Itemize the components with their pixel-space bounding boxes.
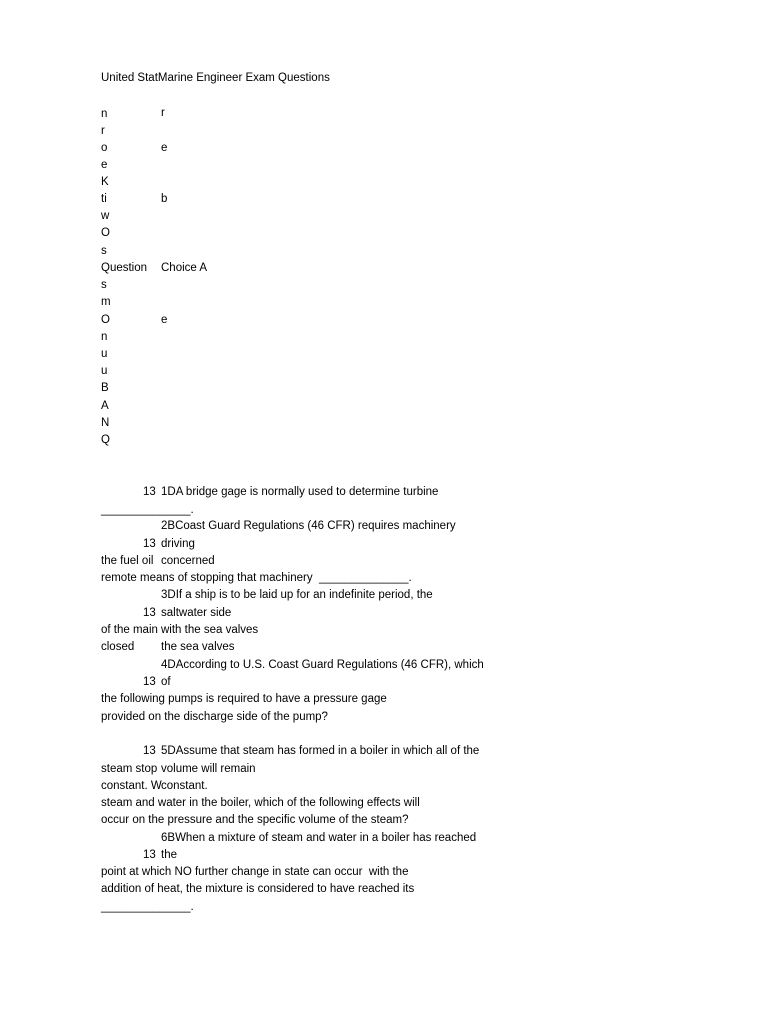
- question-text: 4DAccording to U.S. Coast Guard Regulations (46 CFR), which: [161, 659, 484, 671]
- col2-label: Choice A: [161, 262, 208, 274]
- answer-blank: ______________.: [101, 504, 194, 516]
- col1-letter: w: [101, 210, 110, 222]
- question-text: 6BWhen a mixture of steam and water in a boiler has reached: [161, 832, 477, 844]
- col1-letter: ti: [101, 193, 107, 205]
- document-title: United StatMarine Engineer Exam Questions: [101, 72, 330, 84]
- col1-letter: m: [101, 296, 111, 308]
- col1-letter: K: [101, 176, 109, 188]
- col1-letter: u: [101, 348, 108, 360]
- col1-letter: u: [101, 365, 108, 377]
- question-number: 13: [143, 849, 156, 861]
- question-text: 2BCoast Guard Regulations (46 CFR) requires machinery: [161, 520, 456, 532]
- col1-letter: n: [101, 108, 108, 120]
- question-text: 1DA bridge gage is normally used to determine turbine: [161, 486, 439, 498]
- question-fragment: steam stop: [101, 763, 158, 775]
- question-text: steam and water in the boiler, which of the following effects will: [101, 797, 420, 809]
- question-text: of: [161, 676, 171, 688]
- question-number: 13: [143, 607, 156, 619]
- question-text: the sea valves: [161, 641, 235, 653]
- question-text: remote means of stopping that machinery ______________.: [101, 572, 412, 584]
- col2-letter: e: [161, 314, 168, 326]
- col1-letter: s: [101, 245, 107, 257]
- question-text: with the sea valves: [161, 624, 259, 636]
- question-fragment: of the main: [101, 624, 158, 636]
- col1-letter: r: [101, 125, 105, 137]
- question-text: 3DIf a ship is to be laid up for an indefinite period, the: [161, 589, 433, 601]
- col1-letter: Q: [101, 434, 110, 446]
- question-text: saltwater side: [161, 607, 232, 619]
- question-number: 13: [143, 486, 156, 498]
- col1-letter: B: [101, 382, 109, 394]
- col1-letter: o: [101, 142, 108, 154]
- question-text: addition of heat, the mixture is considered to have reached its: [101, 883, 415, 895]
- answer-blank: ______________.: [101, 901, 194, 913]
- question-fragment: the fuel oil: [101, 555, 154, 567]
- question-text: point at which NO further change in state can occur with the: [101, 866, 409, 878]
- question-number: 13: [143, 745, 156, 757]
- question-text: the following pumps is required to have a pressure gage: [101, 693, 387, 705]
- col1-letter: O: [101, 314, 110, 326]
- question-text: driving: [161, 538, 195, 550]
- question-text: volume will remain: [161, 763, 256, 775]
- question-text: provided on the discharge side of the pump?: [101, 711, 328, 723]
- col2-letter: b: [161, 193, 168, 205]
- col1-letter: n: [101, 331, 108, 343]
- question-text: constant.: [161, 780, 208, 792]
- col1-letter: O: [101, 227, 110, 239]
- question-fragment: closed: [101, 641, 135, 653]
- col1-letter: e: [101, 159, 108, 171]
- question-fragment: constant. W: [101, 780, 162, 792]
- question-number: 13: [143, 676, 156, 688]
- question-text: the: [161, 849, 177, 861]
- question-text: 5DAssume that steam has formed in a boiler in which all of the: [161, 745, 480, 757]
- col1-letter: s: [101, 279, 107, 291]
- col1-letter: A: [101, 400, 109, 412]
- question-text: concerned: [161, 555, 215, 567]
- col2-letter: e: [161, 142, 168, 154]
- question-text: occur on the pressure and the specific volume of the steam?: [101, 814, 409, 826]
- col1-letter: N: [101, 417, 110, 429]
- col1-label: Question: [101, 262, 148, 274]
- col2-letter: r: [161, 107, 165, 119]
- question-number: 13: [143, 538, 156, 550]
